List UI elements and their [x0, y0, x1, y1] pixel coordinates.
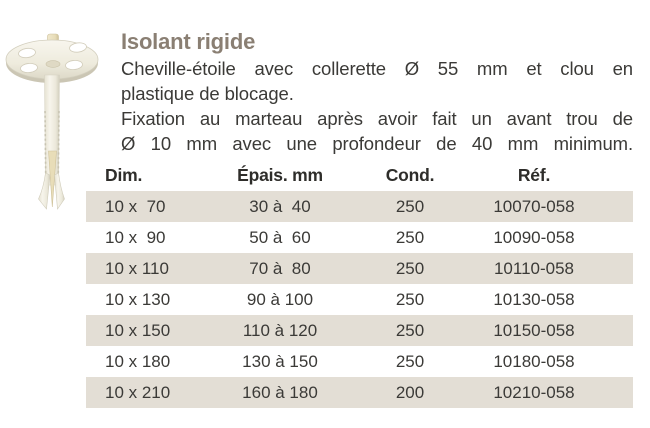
table-row: [86, 346, 633, 377]
dim-cell: 10 x 70: [105, 196, 166, 216]
epais-cell: 90 à 100: [246, 289, 314, 309]
description-line: Fixation au marteau après avoir fait un avant trou de: [121, 108, 633, 129]
column-header-epais: Épais. mm: [237, 165, 323, 185]
dim-cell: 10 x 150: [105, 320, 171, 340]
cond-cell: 250: [395, 351, 425, 371]
table-row: [86, 253, 633, 284]
table-row: [86, 377, 633, 408]
ref-cell: 10150-058: [493, 320, 575, 340]
table-header-row: [86, 160, 633, 191]
ref-cell: 10070-058: [493, 196, 575, 216]
epais-cell: 130 à 150: [242, 351, 318, 371]
epais-cell: 30 à 40: [249, 196, 311, 216]
dim-cell: 10 x 90: [105, 227, 166, 247]
table-row: [86, 284, 633, 315]
ref-cell: 10090-058: [493, 227, 575, 247]
ref-cell: 10210-058: [493, 382, 575, 402]
spec-table: [86, 160, 633, 408]
column-header-cond: Cond.: [385, 165, 435, 185]
description-line: plastique de blocage.: [121, 83, 294, 104]
table-row: [86, 191, 633, 222]
cond-cell: 200: [395, 382, 425, 402]
ref-cell: 10110-058: [493, 258, 575, 278]
table-row: [86, 315, 633, 346]
description-line: Cheville-étoile avec collerette Ø 55 mm et clou en: [121, 58, 633, 79]
cond-cell: 250: [395, 258, 425, 278]
product-description: [121, 56, 633, 156]
product-title: Isolant rigide: [121, 29, 256, 54]
epais-cell: 160 à 180: [242, 382, 318, 402]
ref-cell: 10180-058: [493, 351, 575, 371]
cond-cell: 250: [395, 227, 425, 247]
dim-cell: 10 x 110: [105, 258, 169, 278]
cond-cell: 250: [395, 196, 425, 216]
epais-cell: 110 à 120: [242, 320, 318, 340]
dim-cell: 10 x 210: [105, 382, 171, 402]
description-line: Ø 10 mm avec une profondeur de 40 mm minimum.: [121, 133, 633, 154]
column-header-ref: Réf.: [517, 165, 551, 185]
ref-cell: 10130-058: [493, 289, 575, 309]
column-header-dim: Dim.: [105, 165, 143, 185]
table-row: [86, 222, 633, 253]
dim-cell: 10 x 180: [105, 351, 171, 371]
epais-cell: 50 à 60: [249, 227, 311, 247]
cond-cell: 250: [395, 320, 425, 340]
dim-cell: 10 x 130: [105, 289, 171, 309]
epais-cell: 70 à 80: [249, 258, 311, 278]
cond-cell: 250: [395, 289, 425, 309]
